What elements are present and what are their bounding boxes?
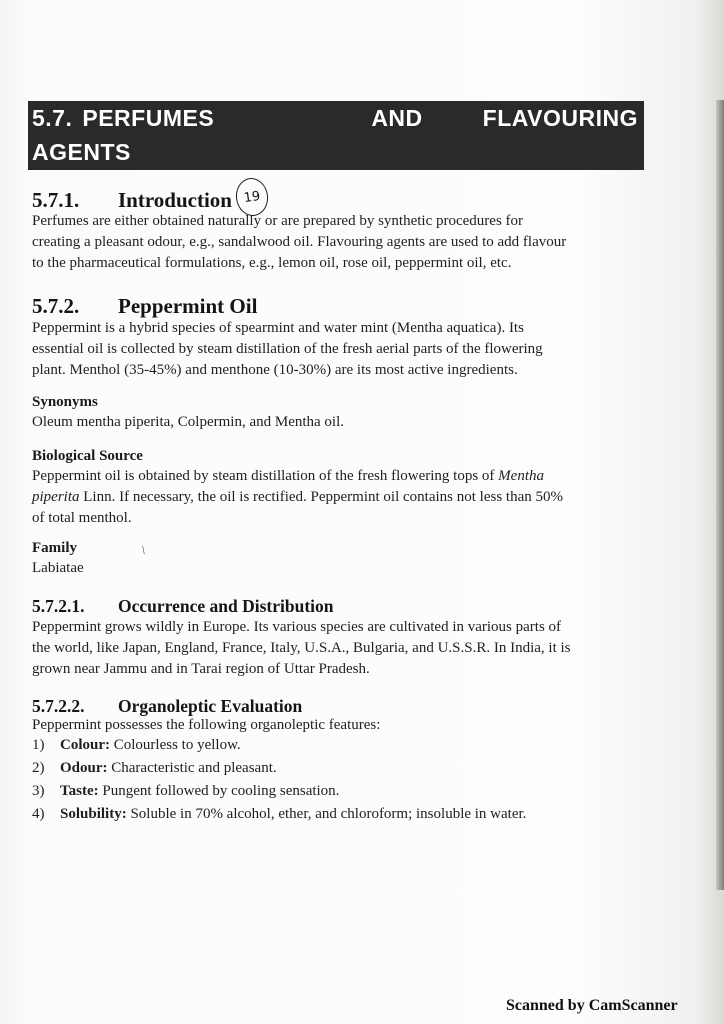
banner-title-line2: AGENTS: [32, 139, 131, 165]
section-banner: [28, 101, 644, 170]
banner-title-line1: [32, 103, 638, 133]
banner-word-perfumes: PERFUMES: [82, 105, 215, 131]
peppermint-line: Peppermint is a hybrid species of spearmint and water mint (Mentha aquatica). Its: [32, 320, 524, 336]
intro-number: 5.7.1.: [32, 188, 80, 212]
occurrence-title: Occurrence and Distribution: [118, 596, 334, 616]
banner-word-and: AND: [371, 105, 423, 131]
intro-line: creating a pleasant odour, e.g., sandalwood oil. Flavouring agents are used to add flavour: [32, 234, 567, 250]
intro-heading: [32, 188, 232, 213]
list-label: Taste:: [60, 783, 99, 799]
list-item: [32, 781, 642, 804]
biological-source-paragraph: [32, 466, 642, 529]
intro-title: Introduction: [118, 188, 232, 212]
occurrence-line: grown near Jammu and in Tarai region of Uttar Pradesh.: [32, 661, 370, 677]
page-edge-shadow: [716, 100, 724, 890]
biological-source-heading: Biological Source: [32, 448, 143, 464]
peppermint-line: plant. Menthol (35-45%) and menthone (10-30%) are its most active ingredients.: [32, 362, 518, 378]
list-text: Soluble in 70% alcohol, ether, and chloroform; insoluble in water.: [126, 806, 527, 822]
list-text: Characteristic and pleasant.: [107, 760, 277, 776]
scanner-watermark: Scanned by CamScanner: [506, 997, 678, 1014]
list-text: Colourless to yellow.: [110, 737, 241, 753]
organoleptic-heading: [32, 696, 302, 717]
intro-line: Perfumes are either obtained naturally or are prepared by synthetic procedures for: [32, 213, 524, 229]
bio-genus: Mentha: [498, 468, 544, 484]
organoleptic-number: 5.7.2.2.: [32, 696, 85, 716]
list-label: Colour:: [60, 737, 110, 753]
bio-species: piperita: [32, 489, 80, 505]
banner-word-flavouring: FLAVOURING: [482, 105, 638, 131]
synonyms-heading: Synonyms: [32, 394, 98, 410]
biological-source-line1: [32, 466, 642, 487]
list-item: [32, 735, 642, 758]
occurrence-number: 5.7.2.1.: [32, 596, 85, 616]
synonyms-text: Oleum mentha piperita, Colpermin, and Mentha oil.: [32, 414, 345, 430]
banner-section-number: 5.7.: [32, 105, 73, 131]
peppermint-line: essential oil is collected by steam distillation of the fresh aerial parts of the flowering: [32, 341, 543, 357]
occurrence-paragraph: [32, 617, 642, 680]
list-index: 3): [32, 783, 45, 799]
pen-mark: /: [138, 543, 149, 557]
occurrence-line: Peppermint grows wildly in Europe. Its various species are cultivated in various parts of: [32, 619, 562, 635]
list-label: Odour:: [60, 760, 108, 776]
peppermint-paragraph: [32, 318, 642, 381]
family-text: Labiatae: [32, 560, 84, 576]
biological-source-line3: of total menthol.: [32, 510, 132, 526]
occurrence-heading: [32, 596, 334, 617]
organoleptic-title: Organoleptic Evaluation: [118, 696, 303, 716]
organoleptic-intro: Peppermint possesses the following organoleptic features:: [32, 717, 381, 733]
list-item: [32, 804, 642, 827]
peppermint-number: 5.7.2.: [32, 294, 80, 318]
list-index: 2): [32, 760, 45, 776]
list-label: Solubility:: [60, 806, 127, 822]
intro-paragraph: [32, 211, 642, 274]
list-text: Pungent followed by cooling sensation.: [98, 783, 340, 799]
organoleptic-list: [32, 735, 642, 827]
list-item: [32, 758, 642, 781]
biological-source-line2: [32, 487, 642, 508]
handwritten-circle-annotation: 19: [234, 176, 271, 218]
occurrence-line: the world, like Japan, England, France, Italy, U.S.A., Bulgaria, and U.S.S.R. In India, it is: [32, 640, 571, 656]
list-index: 1): [32, 737, 45, 753]
bio-text: Peppermint oil is obtained by steam distillation of the fresh flowering tops of: [32, 468, 499, 484]
peppermint-heading: [32, 294, 257, 319]
peppermint-title: Peppermint Oil: [118, 294, 258, 318]
intro-line: to the pharmaceutical formulations, e.g., lemon oil, rose oil, peppermint oil, etc.: [32, 255, 512, 271]
family-heading: Family: [32, 540, 77, 556]
list-index: 4): [32, 806, 45, 822]
bio-text: Linn. If necessary, the oil is rectified. Peppermint oil contains not less than 50%: [79, 489, 563, 505]
